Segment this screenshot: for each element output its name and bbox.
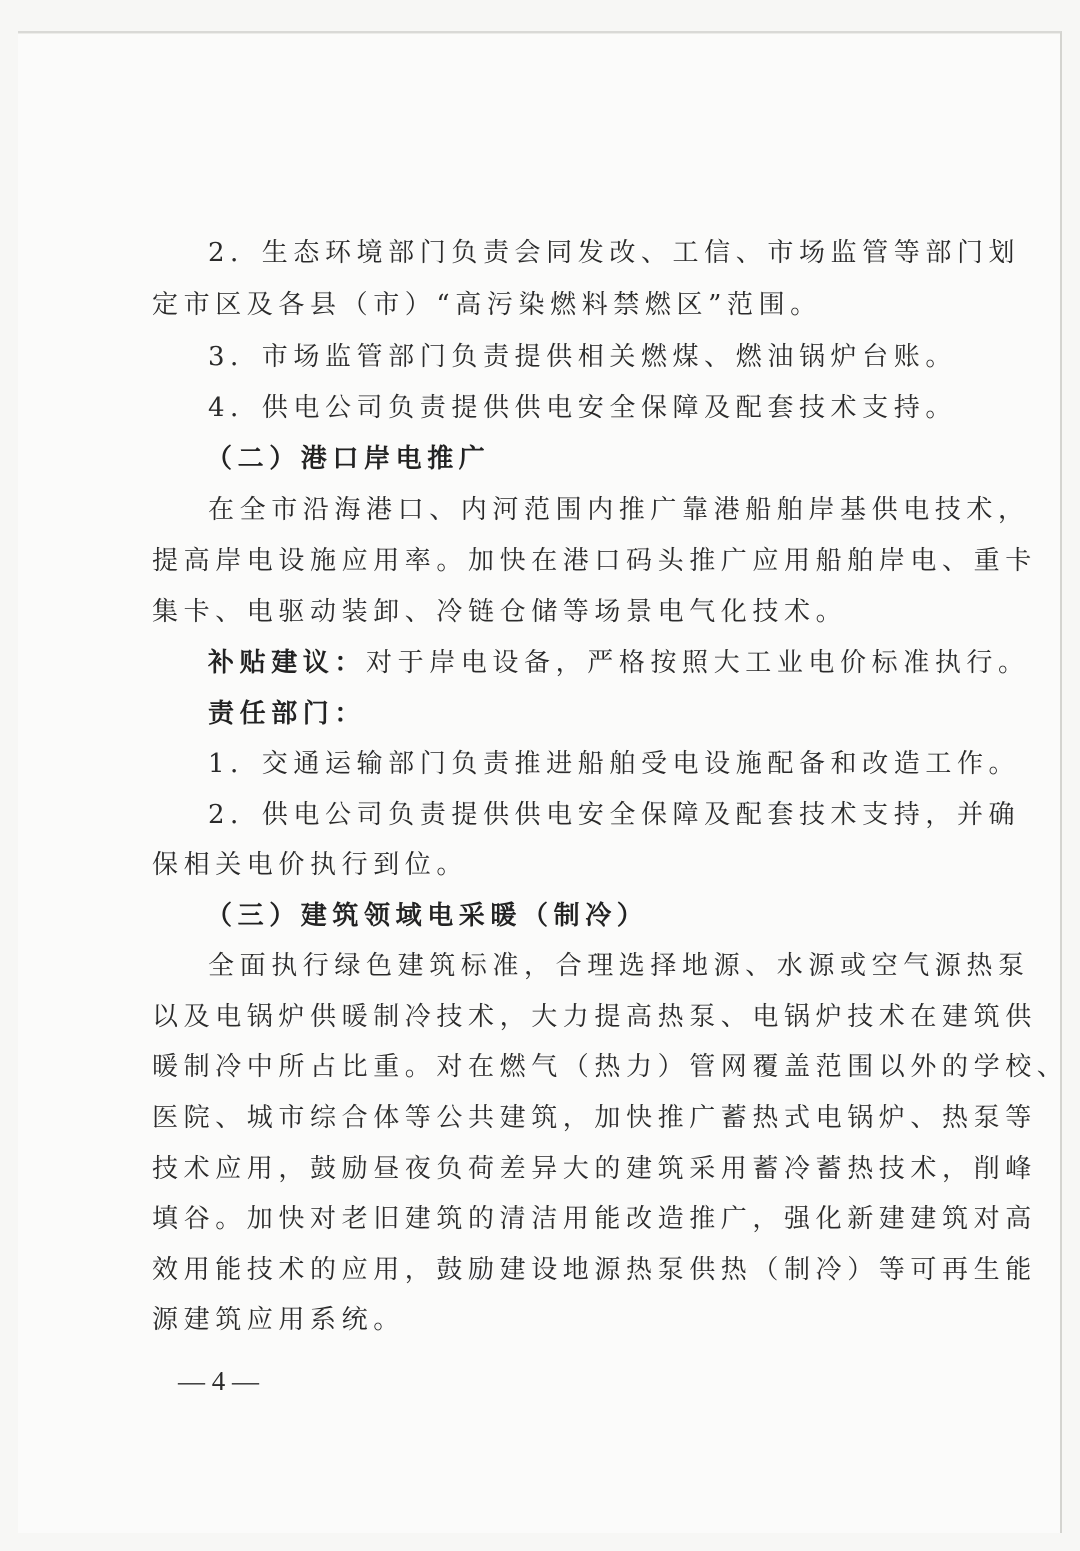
- text-line: 集卡、电驱动装卸、冷链仓储等场景电气化技术。: [152, 597, 848, 627]
- text-line: 提高岸电设施应用率。加快在港口码头推广应用船舶岸电、重卡: [152, 546, 1037, 576]
- text-line: 1．交通运输部门负责推进船舶受电设施配备和改造工作。: [208, 749, 1021, 779]
- text-line: 源建筑应用系统。: [152, 1305, 405, 1335]
- text-line: 在全市沿海港口、内河范围内推广靠港船舶岸基供电技术，: [208, 495, 1030, 525]
- subsidy-label: 补贴建议：: [208, 648, 367, 678]
- section-heading: （三）建筑领域电采暖（制冷）: [206, 901, 649, 931]
- text-line: 暖制冷中所占比重。对在燃气（热力）管网覆盖范围以外的学校、: [152, 1052, 1069, 1082]
- subsidy-text: 对于岸电设备，严格按照大工业电价标准执行。: [366, 648, 1030, 678]
- text-line: 4．供电公司负责提供供电安全保障及配套技术支持。: [208, 393, 957, 423]
- page-number: — 4 —: [178, 1366, 259, 1396]
- subsidy-line: [208, 646, 1030, 680]
- text-line: 定市区及各县（市）“高污染燃料禁燃区”范围。: [152, 290, 822, 320]
- text-line: 全面执行绿色建筑标准，合理选择地源、水源或空气源热泵: [208, 951, 1030, 981]
- text-line: 技术应用，鼓励昼夜负荷差异大的建筑采用蓄冷蓄热技术，削峰: [152, 1154, 1037, 1184]
- text-line: 2．供电公司负责提供供电安全保障及配套技术支持，并确: [208, 800, 1021, 830]
- text-line: 医院、城市综合体等公共建筑，加快推广蓄热式电锅炉、热泵等: [152, 1103, 1037, 1133]
- text-line: 2．生态环境部门负责会同发改、工信、市场监管等部门划: [208, 238, 1021, 268]
- responsibility-label: 责任部门：: [208, 699, 367, 729]
- text-line: 以及电锅炉供暖制冷技术，大力提高热泵、电锅炉技术在建筑供: [152, 1002, 1037, 1032]
- text-line: 保相关电价执行到位。: [152, 850, 469, 880]
- text-line: 效用能技术的应用，鼓励建设地源热泵供热（制冷）等可再生能: [152, 1255, 1037, 1285]
- section-heading: （二）港口岸电推广: [206, 444, 491, 474]
- text-line: 填谷。加快对老旧建筑的清洁用能改造推广，强化新建建筑对高: [152, 1204, 1037, 1234]
- text-line: 3．市场监管部门负责提供相关燃煤、燃油锅炉台账。: [208, 342, 957, 372]
